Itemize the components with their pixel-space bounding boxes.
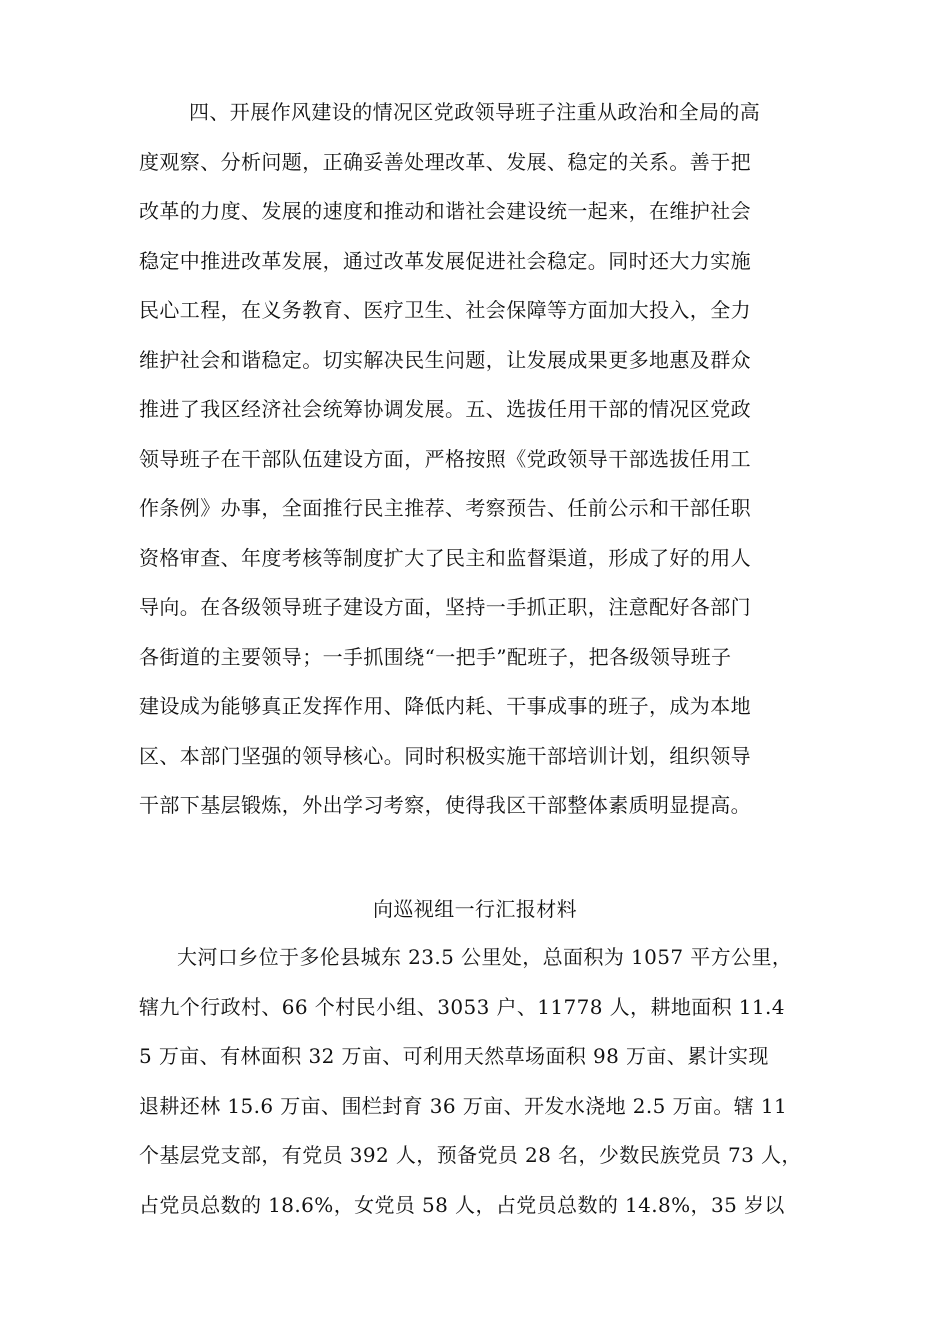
paragraph-line: 占党员总数的 18.6%，女党员 58 人，占党员总数的 14.8%，35 岁以 [139, 1192, 785, 1217]
paragraph-line: 各街道的主要领导；一手抓围绕“一把手”配班子，把各级领导班子 [139, 644, 732, 669]
paragraph-line: 资格审查、年度考核等制度扩大了民主和监督渠道，形成了好的用人 [139, 545, 751, 570]
paragraph-line: 区、本部门坚强的领导核心。同时积极实施干部培训计划，组织领导 [139, 743, 751, 768]
paragraph-line: 度观察、分析问题，正确妥善处理改革、发展、稳定的关系。善于把 [139, 149, 751, 174]
paragraph-line: 领导班子在干部队伍建设方面，严格按照《党政领导干部选拔任用工 [139, 446, 751, 471]
paragraph-line: 作条例》办事，全面推行民主推荐、考察预告、任前公示和干部任职 [139, 496, 751, 520]
section-2-title: 向巡视组一行汇报材料 [373, 897, 577, 921]
paragraph-line: 维护社会和谐稳定。切实解决民生问题，让发展成果更多地惠及群众 [139, 347, 751, 372]
section-2-paragraph [139, 933, 829, 1230]
paragraph-line: 四、开展作风建设的情况区党政领导班子注重从政治和全局的高 [189, 100, 761, 124]
paragraph-line: 干部下基层锻炼，外出学习考察，使得我区干部整体素质明显提高。 [139, 793, 751, 817]
paragraph-line: 导向。在各级领导班子建设方面，坚持一手抓正职，注意配好各部门 [139, 595, 751, 619]
paragraph-line: 5 万亩、有林面积 32 万亩、可利用天然草场面积 98 万亩、累计实现 [139, 1044, 769, 1068]
paragraph-line: 退耕还林 15.6 万亩、围栏封育 36 万亩、开发水浇地 2.5 万亩。辖 11 [139, 1093, 788, 1118]
paragraph-line: 大河口乡位于多伦县城东 23.5 公里处，总面积为 1057 平方公里， [177, 945, 793, 969]
paragraph-line: 建设成为能够真正发挥作用、降低内耗、干事成事的班子，成为本地 [139, 694, 751, 718]
paragraph-line: 个基层党支部，有党员 392 人，预备党员 28 名，少数民族党员 73 人， [139, 1143, 802, 1167]
paragraph-line: 稳定中推进改革发展，通过改革发展促进社会稳定。同时还大力实施 [139, 248, 751, 273]
paragraph-line: 改革的力度、发展的速度和推动和谐社会建设统一起来，在维护社会 [139, 199, 751, 223]
paragraph-line: 辖九个行政村、66 个村民小组、3053 户、11778 人，耕地面积 11.4 [139, 994, 785, 1019]
paragraph-line: 民心工程，在义务教育、医疗卫生、社会保障等方面加大投入，全力 [139, 298, 751, 322]
section-1-paragraph [139, 88, 829, 831]
paragraph-line: 推进了我区经济社会统筹协调发展。五、选拔任用干部的情况区党政 [139, 397, 751, 421]
